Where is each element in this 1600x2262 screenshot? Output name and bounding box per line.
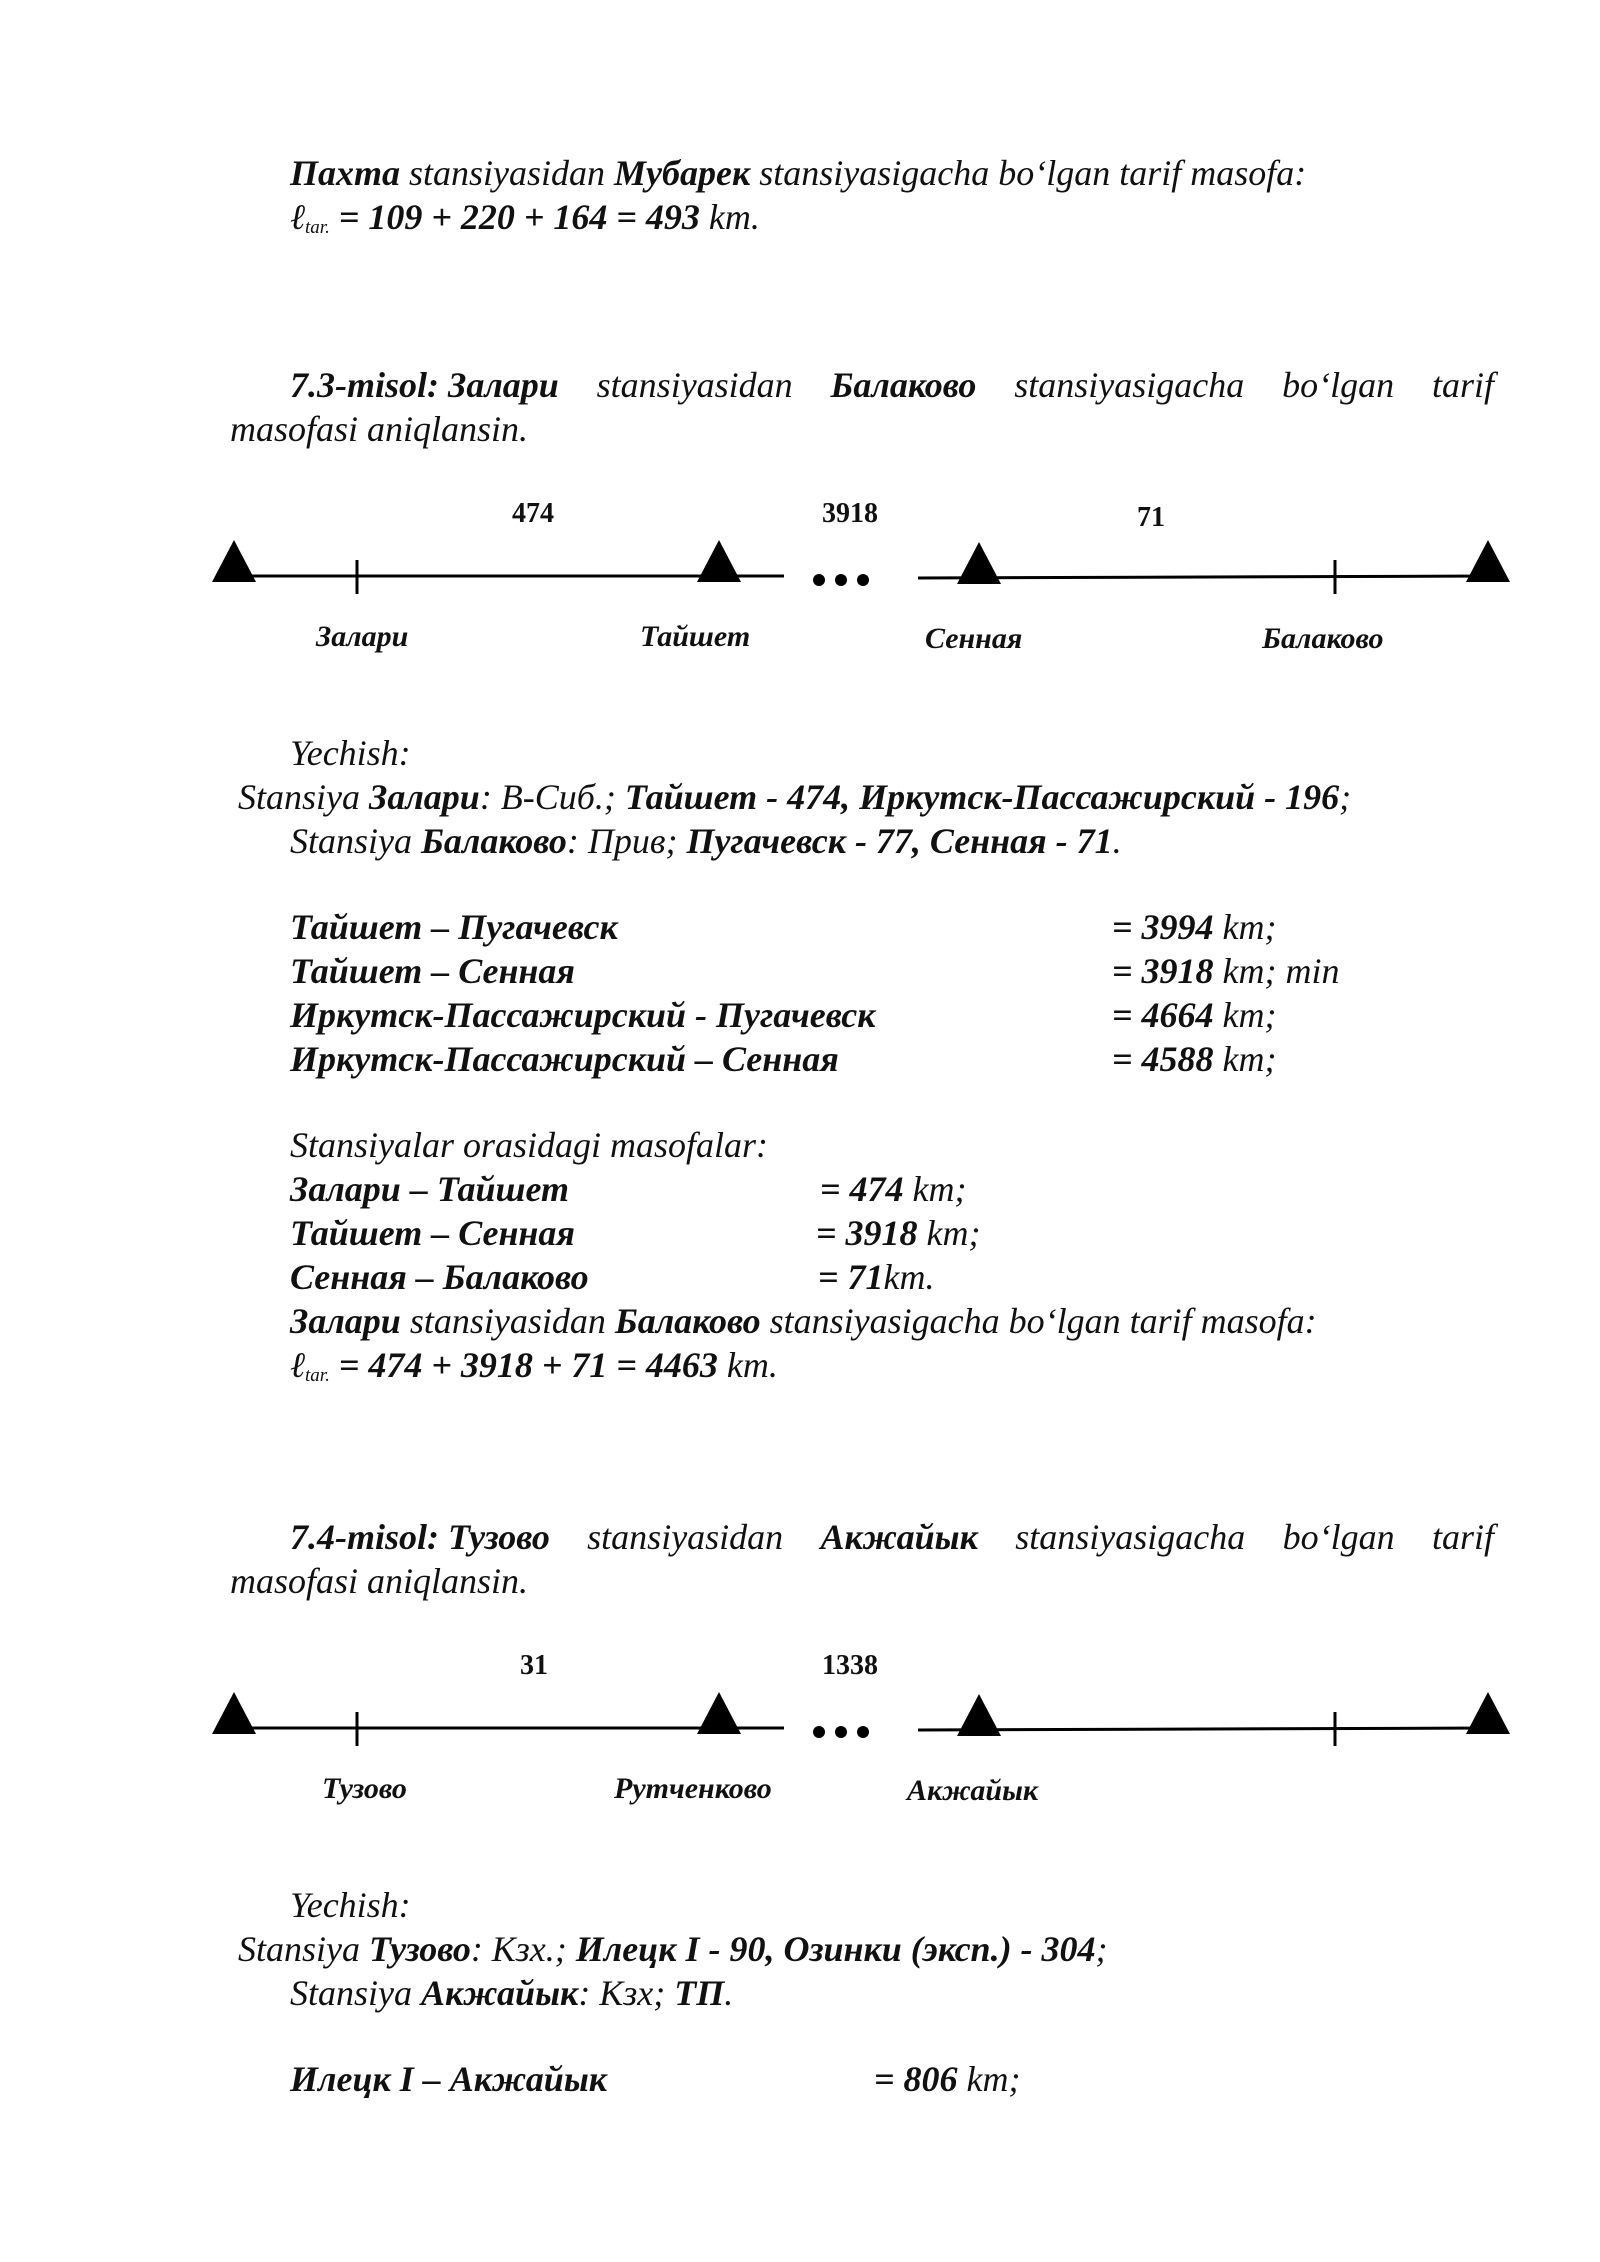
station-info: Stansiya Балаково: Прив; Пугачевск - 77, Сенная - 71. (290, 821, 1122, 861)
distance-label: 3918 (822, 498, 878, 529)
station-info: Stansiya Залари: В-Сиб.; Тайшет - 474, Иркутск-Пассажирский - 196; (238, 777, 1352, 817)
station-triangle-icon (212, 540, 256, 582)
segment-value: = 3918 km; (816, 1213, 981, 1253)
ellipsis-dot (813, 574, 825, 586)
station-label: Рутченково (614, 1772, 772, 1805)
station-label: Балаково (1262, 622, 1384, 655)
station-name: Пахта (290, 153, 401, 193)
station-label: Тайшет (640, 620, 751, 653)
ex73-title: 7.3-misol: Залари stansiyasidan Балаково stansiyasigacha bo‘lgan tarif (290, 365, 1494, 405)
summary-line: Залари stansiyasidan Балаково stansiyasigacha bo‘lgan tarif masofa: (290, 1301, 1317, 1341)
ellipsis-dot (857, 574, 869, 586)
min-note: min (1276, 951, 1340, 991)
station-label: Сенная (925, 622, 1023, 655)
station-info: Stansiya Акжайык: Кзх; ТП. (290, 1973, 734, 2013)
ellipsis-dot (813, 1726, 825, 1738)
route-name: Иркутск-Пассажирский - Пугачевск (290, 995, 876, 1035)
station-info: Stansiya Тузово: Кзх.; Илецк I - 90, Озинки (эксп.) - 304; (238, 1929, 1108, 1969)
station-triangle-icon (697, 1692, 741, 1734)
route-value: = 4664 km; (1112, 995, 1277, 1035)
segment-value: = 71km. (818, 1257, 935, 1297)
segment-name: Залари – Тайшет (290, 1169, 570, 1209)
track-line (918, 1728, 1488, 1730)
route-value: = 3918 km; min (1112, 951, 1340, 991)
distance-label: 71 (1137, 502, 1165, 533)
station-triangle-icon (697, 540, 741, 582)
solution-heading: Yechish: (290, 733, 411, 773)
station-name: Мубарек (614, 153, 751, 193)
route-value: = 3994 km; (1112, 907, 1277, 947)
station-label: Залари (316, 620, 409, 653)
between-heading: Stansiyalar orasidagi masofalar: (290, 1125, 769, 1165)
ex74-title: 7.4-misol: Тузово stansiyasidan Акжайык stansiyasigacha bo‘lgan tarif (290, 1517, 1494, 1557)
segment-name: Сенная – Балаково (290, 1257, 589, 1297)
station-label: Тузово (322, 1772, 407, 1805)
solution-heading: Yechish: (290, 1885, 411, 1925)
ex74-title-cont: masofasi aniqlansin. (230, 1561, 529, 1601)
example-label: 7.3-misol: (290, 365, 439, 405)
ellipsis-dot (857, 1726, 869, 1738)
summary-formula: ℓ$_{tar.}$ = 474 + 3918 + 71 = 4463 km. (290, 1345, 778, 1386)
route-diagram-73 (222, 490, 1502, 670)
example-label: 7.4-misol: (290, 1517, 439, 1557)
distance-label: 31 (520, 1650, 548, 1681)
block1-formula: ℓ$_{tar.}$ = 109 + 220 + 164 = 493 km. (290, 197, 760, 238)
station-label: Акжайык (907, 1774, 1039, 1807)
station-triangle-icon (1466, 540, 1510, 582)
station-triangle-icon (212, 1692, 256, 1734)
station-triangle-icon (957, 542, 1001, 584)
route-value: = 806 km; (874, 2059, 1021, 2099)
route-name: Тайшет – Сенная (290, 951, 575, 991)
ellipsis-dot (835, 1726, 847, 1738)
distance-label: 1338 (822, 1650, 878, 1681)
route-value: = 4588 km; (1112, 1039, 1277, 1079)
station-triangle-icon (1466, 1692, 1510, 1734)
route-name: Иркутск-Пассажирский – Сенная (290, 1039, 839, 1079)
distance-label: 474 (512, 498, 554, 529)
block1-line: Пахта stansiyasidan Мубарек stansiyasigacha bo‘lgan tarif masofa: (290, 153, 1307, 193)
route-name: Илецк I – Акжайык (290, 2059, 608, 2099)
segment-name: Тайшет – Сенная (290, 1213, 575, 1253)
station-triangle-icon (957, 1694, 1001, 1736)
track-line (918, 576, 1488, 578)
route-name: Тайшет – Пугачевск (290, 907, 618, 947)
segment-value: = 474 km; (820, 1169, 967, 1209)
ellipsis-dot (835, 574, 847, 586)
route-diagram-74 (222, 1642, 1502, 1822)
ex73-title-cont: masofasi aniqlansin. (230, 409, 529, 449)
